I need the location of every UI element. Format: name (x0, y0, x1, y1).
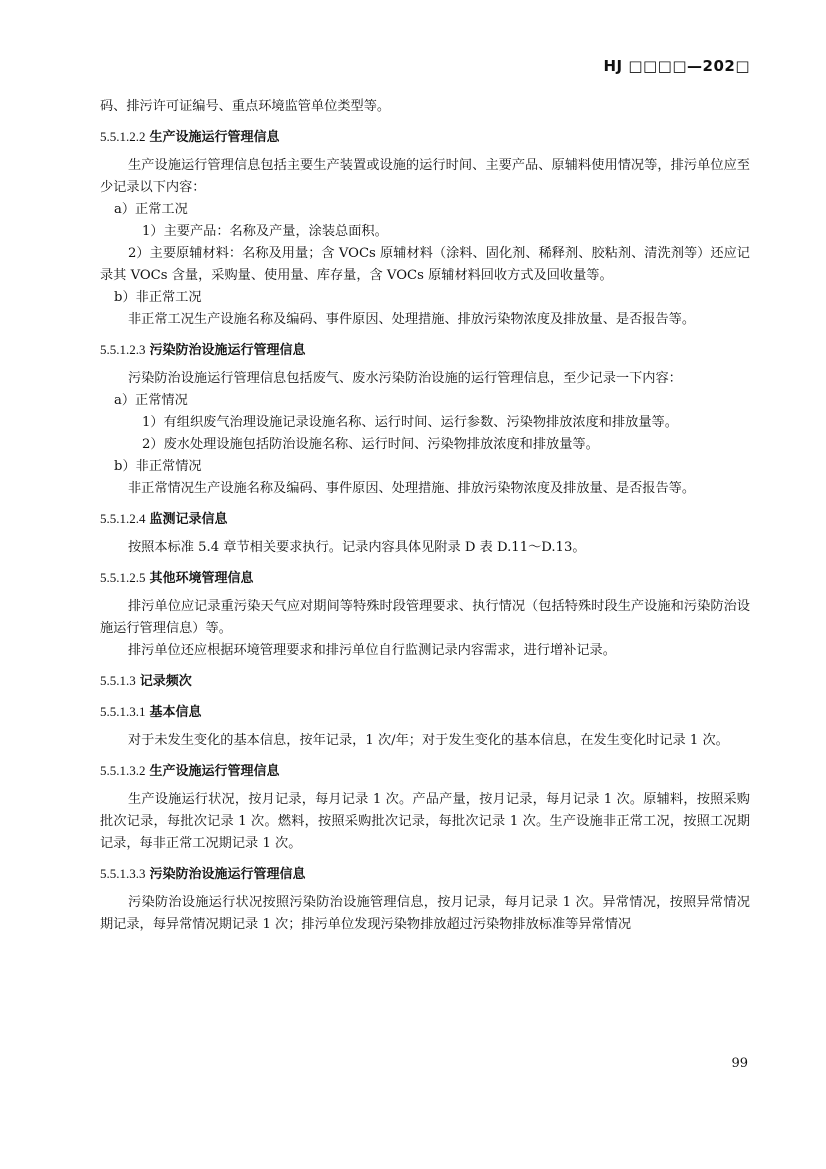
section-title: 生产设施运行管理信息 (149, 764, 280, 779)
section-number: 5.5.1.3.2 (100, 763, 146, 778)
paragraph: 污染防治设施运行状况按照污染防治设施管理信息，按月记录，每月记录 1 次。异常情况，按照异常情况期记录，每异常情况期记录 1 次；排污单位发现污染物排放超过污染物排放标准等异常情况 (100, 895, 750, 932)
list-item: a）正常情况 (114, 393, 188, 408)
section-number: 5.5.1.3.3 (100, 866, 146, 881)
list-item: b）非正常工况 (114, 290, 202, 305)
section-heading-5-5-1-3 (100, 670, 750, 693)
list-item: b）非正常情况 (114, 459, 202, 474)
paragraph: 排污单位还应根据环境管理要求和排污单位自行监测记录内容需求，进行增补记录。 (128, 643, 616, 658)
page-number: 99 (731, 1056, 748, 1071)
paragraph: 非正常工况生产设施名称及编码、事件原因、处理措施、排放污染物浓度及排放量、是否报告等。 (128, 312, 696, 327)
paragraph: 生产设施运行状况，按月记录，每月记录 1 次。产品产量，按月记录，每月记录 1 次。原辅料，按照采购批次记录，每批次记录 1 次。燃料，按照采购批次记录，每批次记录 1 次。生产设施非正常工况，按照工况期记录，每非正常工况期记录 1 次。 (100, 792, 750, 851)
paragraph: 排污单位应记录重污染天气应对期间等特殊时段管理要求、执行情况（包括特殊时段生产设施和污染防治设施运行管理信息）等。 (100, 599, 750, 636)
paragraph: 生产设施运行管理信息包括主要生产装置或设施的运行时间、主要产品、原辅料使用情况等，排污单位应至少记录以下内容： (100, 158, 750, 195)
section-title: 其他环境管理信息 (149, 571, 254, 586)
section-heading-5-5-1-3-2 (100, 760, 750, 783)
section-heading-5-5-1-2-3 (100, 339, 750, 362)
section-number: 5.5.1.2.3 (100, 342, 146, 357)
section-title: 基本信息 (149, 705, 202, 720)
section-title: 记录频次 (139, 674, 192, 689)
paragraph: 非正常情况生产设施名称及编码、事件原因、处理措施、排放污染物浓度及排放量、是否报告等。 (128, 481, 696, 496)
section-number: 5.5.1.2.5 (100, 570, 146, 585)
section-heading-5-5-1-3-3 (100, 863, 750, 886)
paragraph: 对于未发生变化的基本信息，按年记录，1 次/年；对于发生变化的基本信息，在发生变化时记录 1 次。 (128, 733, 729, 748)
section-number: 5.5.1.2.2 (100, 129, 146, 144)
paragraph: 码、排污许可证编号、重点环境监管单位类型等。 (100, 99, 391, 114)
list-item: 2）主要原辅材料：名称及用量；含 VOCs 原辅材料（涂料、固化剂、稀释剂、胶粘剂、清洗剂等）还应记录其 VOCs 含量，采购量、使用量、库存量，含 VOCs 原辅材料回收方式及回收量等。 (100, 246, 750, 283)
section-heading-5-5-1-2-5 (100, 567, 750, 590)
list-item: 1）有组织废气治理设施记录设施名称、运行时间、运行参数、污染物排放浓度和排放量等。 (142, 415, 678, 430)
page-body (100, 96, 750, 936)
section-number: 5.5.1.3 (100, 673, 136, 688)
paragraph: 污染防治设施运行管理信息包括废气、废水污染防治设施的运行管理信息，至少记录一下内容： (128, 371, 682, 386)
section-heading-5-5-1-3-1 (100, 701, 750, 724)
list-item: 1）主要产品：名称及产量，涂装总面积。 (142, 224, 388, 239)
list-item: a）正常工况 (114, 202, 188, 217)
section-title: 监测记录信息 (149, 512, 228, 527)
section-number: 5.5.1.2.4 (100, 511, 146, 526)
standard-code-header: HJ □□□□—202□ (603, 57, 750, 75)
list-item: 2）废水处理设施包括防治设施名称、运行时间、污染物排放浓度和排放量等。 (142, 437, 599, 452)
section-heading-5-5-1-2-4 (100, 508, 750, 531)
section-title: 污染防治设施运行管理信息 (149, 343, 306, 358)
section-title: 污染防治设施运行管理信息 (149, 867, 306, 882)
section-number: 5.5.1.3.1 (100, 704, 146, 719)
section-title: 生产设施运行管理信息 (149, 130, 280, 145)
section-heading-5-5-1-2-2 (100, 126, 750, 149)
paragraph: 按照本标准 5.4 章节相关要求执行。记录内容具体见附录 D 表 D.11～D.13。 (128, 540, 586, 555)
